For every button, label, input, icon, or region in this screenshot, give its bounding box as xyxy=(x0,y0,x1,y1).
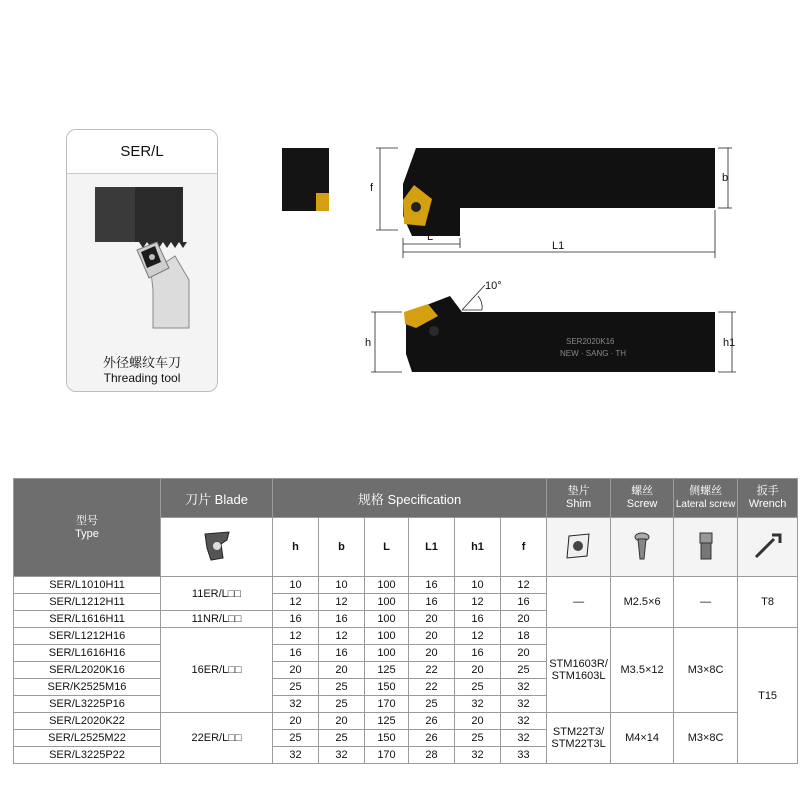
L-cell: 170 xyxy=(365,747,409,764)
blade-insert-icon xyxy=(197,526,237,566)
L1-cell: 22 xyxy=(409,679,455,696)
L1-cell: 26 xyxy=(409,713,455,730)
header-shim-cn: 垫片 xyxy=(567,485,590,497)
tool-caption-en: Threading tool xyxy=(103,371,181,385)
f-cell: 32 xyxy=(501,679,547,696)
lateral-cell: M3×8C xyxy=(674,713,738,764)
type-cell: SER/L1616H16 xyxy=(14,645,161,662)
type-cell: SER/K2525M16 xyxy=(14,679,161,696)
blade-cell: 16ER/L□□ xyxy=(161,628,273,713)
L1-cell: 20 xyxy=(409,611,455,628)
h1-cell: 32 xyxy=(455,747,501,764)
header-lateral-en: Lateral screw xyxy=(675,499,736,510)
screw-cell: M4×14 xyxy=(611,713,674,764)
top-view xyxy=(403,148,715,236)
type-cell: SER/L1212H16 xyxy=(14,628,161,645)
h1-cell: 20 xyxy=(455,713,501,730)
shim-cell: — xyxy=(547,577,611,628)
shim-line-2: STM1603L xyxy=(551,670,606,682)
f-cell: 18 xyxy=(501,628,547,645)
header-type xyxy=(14,479,161,577)
f-cell: 16 xyxy=(501,594,547,611)
dim-h1-label: h1 xyxy=(723,337,736,349)
h1-cell: 32 xyxy=(455,696,501,713)
shim-cell xyxy=(547,628,611,713)
table-row xyxy=(14,577,798,594)
lateral-cell: — xyxy=(674,577,738,628)
f-cell: 32 xyxy=(501,713,547,730)
h1-cell: 20 xyxy=(455,662,501,679)
f-cell: 25 xyxy=(501,662,547,679)
blade-cell: 22ER/L□□ xyxy=(161,713,273,764)
header-wrench xyxy=(738,479,798,518)
type-cell: SER/L3225P16 xyxy=(14,696,161,713)
wrench-cell: T8 xyxy=(738,577,798,628)
header-shim-en: Shim xyxy=(566,498,592,510)
L1-cell: 20 xyxy=(409,628,455,645)
type-cell: SER/L3225P22 xyxy=(14,747,161,764)
b-cell: 16 xyxy=(319,611,365,628)
type-cell: SER/L2020K22 xyxy=(14,713,161,730)
b-cell: 12 xyxy=(319,594,365,611)
h1-cell: 25 xyxy=(455,730,501,747)
L-cell: 100 xyxy=(365,611,409,628)
L1-cell: 22 xyxy=(409,662,455,679)
wrench-icon xyxy=(750,529,786,563)
header-screw-cn: 螺丝 xyxy=(631,485,654,497)
h-cell: 32 xyxy=(273,696,319,713)
col-b: b xyxy=(319,518,365,577)
lateral-screw-icon-cell xyxy=(674,518,738,577)
blade-cell: 11ER/L□□ xyxy=(161,577,273,611)
h-cell: 10 xyxy=(273,577,319,594)
header-blade: 刀片 Blade xyxy=(161,479,273,518)
lateral-cell: M3×8C xyxy=(674,628,738,713)
dim-angle-label: 10° xyxy=(485,280,502,292)
L1-cell: 20 xyxy=(409,645,455,662)
lateral-screw-icon xyxy=(690,529,722,563)
tool-caption-cn: 外径螺纹车刀 xyxy=(102,356,181,371)
f-cell: 20 xyxy=(501,645,547,662)
f-cell: 32 xyxy=(501,696,547,713)
h1-cell: 12 xyxy=(455,628,501,645)
header-screw xyxy=(611,479,674,518)
screw-cell: M2.5×6 xyxy=(611,577,674,628)
shim-cell xyxy=(547,713,611,764)
dim-L1-label: L1 xyxy=(552,240,565,252)
col-L1: L1 xyxy=(409,518,455,577)
h1-cell: 25 xyxy=(455,679,501,696)
header-screw-en: Screw xyxy=(626,498,658,510)
L-cell: 100 xyxy=(365,628,409,645)
b-cell: 25 xyxy=(319,679,365,696)
f-cell: 32 xyxy=(501,730,547,747)
shim-line-1: STM1603R/ xyxy=(549,658,608,670)
h-cell: 20 xyxy=(273,662,319,679)
header-wrench-en: Wrench xyxy=(748,498,787,510)
spec-table xyxy=(13,478,798,764)
screw-icon xyxy=(626,529,658,563)
col-f: f xyxy=(501,518,547,577)
table-row xyxy=(14,628,798,645)
h-cell: 12 xyxy=(273,628,319,645)
h-cell: 20 xyxy=(273,713,319,730)
blade-icon-cell xyxy=(161,518,273,577)
L-cell: 150 xyxy=(365,679,409,696)
shim-line-2: STM22T3L xyxy=(551,738,606,750)
b-cell: 32 xyxy=(319,747,365,764)
h-cell: 16 xyxy=(273,645,319,662)
L1-cell: 28 xyxy=(409,747,455,764)
header-wrench-cn: 扳手 xyxy=(756,485,779,497)
screw-icon-cell xyxy=(611,518,674,577)
h-cell: 25 xyxy=(273,679,319,696)
b-cell: 25 xyxy=(319,730,365,747)
h1-cell: 10 xyxy=(455,577,501,594)
h-cell: 16 xyxy=(273,611,319,628)
L1-cell: 25 xyxy=(409,696,455,713)
L-cell: 100 xyxy=(365,645,409,662)
body-stamp-sub: NEW · SANG · TH xyxy=(560,349,627,358)
L1-cell: 16 xyxy=(409,594,455,611)
h-cell: 32 xyxy=(273,747,319,764)
L-cell: 125 xyxy=(365,662,409,679)
b-cell: 10 xyxy=(319,577,365,594)
dim-b-label: b xyxy=(722,172,729,184)
f-cell: 12 xyxy=(501,577,547,594)
shim-line-1: STM22T3/ xyxy=(552,726,605,738)
header-spec: 规格 Specification xyxy=(273,479,547,518)
header-lateral-cn: 侧螺丝 xyxy=(689,485,723,497)
b-cell: 16 xyxy=(319,645,365,662)
b-cell: 25 xyxy=(319,696,365,713)
f-cell: 20 xyxy=(501,611,547,628)
type-cell: SER/L2020K16 xyxy=(14,662,161,679)
header-type-cn: 型号 xyxy=(76,514,98,527)
type-cell: SER/L1212H11 xyxy=(14,594,161,611)
L-cell: 150 xyxy=(365,730,409,747)
type-cell: SER/L1616H11 xyxy=(14,611,161,628)
b-cell: 12 xyxy=(319,628,365,645)
header-shim xyxy=(547,479,611,518)
L1-cell: 26 xyxy=(409,730,455,747)
f-cell: 33 xyxy=(501,747,547,764)
h-cell: 25 xyxy=(273,730,319,747)
h-cell: 12 xyxy=(273,594,319,611)
side-view xyxy=(404,296,715,372)
L-cell: 125 xyxy=(365,713,409,730)
L-cell: 170 xyxy=(365,696,409,713)
b-cell: 20 xyxy=(319,713,365,730)
shim-icon xyxy=(563,530,595,562)
h1-cell: 16 xyxy=(455,645,501,662)
tool-card-title: SER/L xyxy=(67,130,217,174)
dim-h-label: h xyxy=(365,337,372,349)
type-cell: SER/L2525M22 xyxy=(14,730,161,747)
type-cell: SER/L1010H11 xyxy=(14,577,161,594)
blade-cell: 11NR/L□□ xyxy=(161,611,273,628)
dim-f-label: f xyxy=(370,182,374,194)
L-cell: 100 xyxy=(365,594,409,611)
b-cell: 20 xyxy=(319,662,365,679)
body-stamp-model: SER2020K16 xyxy=(566,337,615,346)
col-h1: h1 xyxy=(455,518,501,577)
header-type-en: Type xyxy=(75,527,99,540)
end-view-insert xyxy=(316,193,329,211)
L1-cell: 16 xyxy=(409,577,455,594)
header-lateral-screw xyxy=(674,479,738,518)
wrench-icon-cell xyxy=(738,518,798,577)
shim-icon-cell xyxy=(547,518,611,577)
dim-L-label: L xyxy=(427,231,434,243)
screw-cell: M3.5×12 xyxy=(611,628,674,713)
L-cell: 100 xyxy=(365,577,409,594)
wrench-cell: T15 xyxy=(738,628,798,764)
table-row xyxy=(14,713,798,730)
col-h: h xyxy=(273,518,319,577)
col-L: L xyxy=(365,518,409,577)
h1-cell: 16 xyxy=(455,611,501,628)
h1-cell: 12 xyxy=(455,594,501,611)
